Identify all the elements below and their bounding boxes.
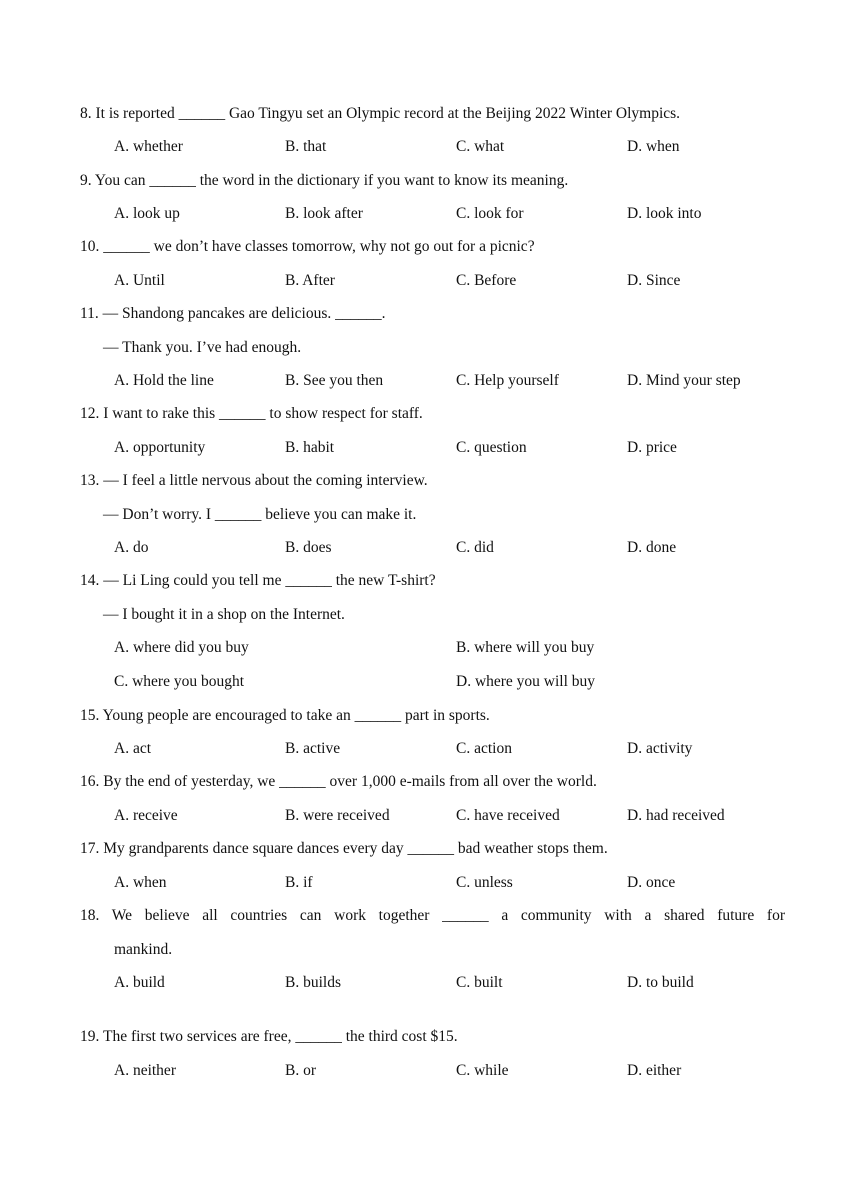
question-11-option-a: A. Hold the line (114, 372, 214, 389)
question-18-stem: 18. We believe all countries can work together ______ a community with a shared future for (80, 907, 785, 924)
question-18-option-c: C. built (456, 974, 503, 991)
question-11-reply: — Thank you. I’ve had enough. (103, 339, 302, 356)
question-18-option-b: B. builds (285, 974, 341, 991)
question-11-option-d: D. Mind your step (627, 372, 741, 389)
question-9-option-d: D. look into (627, 205, 702, 222)
question-13-reply: — Don’t worry. I ______ believe you can make it. (103, 506, 417, 523)
question-17-option-c: C. unless (456, 874, 513, 891)
question-12-option-a: A. opportunity (114, 439, 206, 456)
question-16-option-a: A. receive (114, 807, 178, 824)
question-11-option-c: C. Help yourself (456, 372, 559, 389)
question-12-option-c: C. question (456, 439, 527, 456)
question-9-stem: 9. You can ______ the word in the dictionary if you want to know its meaning. (80, 172, 569, 189)
question-19-option-b: B. or (285, 1062, 316, 1079)
question-12-stem: 12. I want to rake this ______ to show respect for staff. (80, 405, 423, 422)
question-13-option-b: B. does (285, 539, 332, 556)
question-8-option-a: A. whether (114, 138, 183, 155)
question-10-option-a: A. Until (114, 272, 165, 289)
question-10-option-b: B. After (285, 272, 335, 289)
question-14-option-c: C. where you bought (114, 673, 245, 690)
question-15-stem: 15. Young people are encouraged to take an ______ part in sports. (80, 707, 490, 724)
question-12-option-d: D. price (627, 439, 677, 456)
question-16-option-d: D. had received (627, 807, 725, 824)
question-13-option-c: C. did (456, 539, 494, 556)
question-8-option-d: D. when (627, 138, 680, 155)
question-17-option-d: D. once (627, 874, 676, 891)
question-17-option-a: A. when (114, 874, 167, 891)
question-13-option-d: D. done (627, 539, 677, 556)
question-14-reply: — I bought it in a shop on the Internet. (103, 606, 345, 623)
question-9-option-b: B. look after (285, 205, 363, 222)
question-15-option-c: C. action (456, 740, 512, 757)
question-8-option-b: B. that (285, 138, 327, 155)
question-9-option-c: C. look for (456, 205, 524, 222)
question-18-stem-continuation: mankind. (114, 941, 173, 958)
question-19-stem: 19. The first two services are free, ______ the third cost $15. (80, 1028, 458, 1045)
question-15-option-b: B. active (285, 740, 341, 757)
question-10-stem: 10. ______ we don’t have classes tomorrow, why not go out for a picnic? (80, 238, 535, 255)
question-17-stem: 17. My grandparents dance square dances every day ______ bad weather stops them. (80, 840, 608, 857)
question-8-stem: 8. It is reported ______ Gao Tingyu set an Olympic record at the Beijing 2022 Winter Olympics. (80, 105, 681, 122)
question-11-stem: 11. — Shandong pancakes are delicious. ______. (80, 305, 386, 322)
question-13-option-a: A. do (114, 539, 149, 556)
question-19-option-c: C. while (456, 1062, 509, 1079)
question-16-stem: 16. By the end of yesterday, we ______ over 1,000 e-mails from all over the world. (80, 773, 597, 790)
question-16-option-b: B. were received (285, 807, 390, 824)
question-10-option-d: D. Since (627, 272, 681, 289)
question-14-option-d: D. where you will buy (456, 673, 596, 690)
question-16-option-c: C. have received (456, 807, 560, 824)
question-18-option-d: D. to build (627, 974, 694, 991)
question-9-option-a: A. look up (114, 205, 180, 222)
question-11-option-b: B. See you then (285, 372, 384, 389)
question-14-stem: 14. — Li Ling could you tell me ______ the new T-shirt? (80, 572, 436, 589)
question-14-option-a: A. where did you buy (114, 639, 249, 656)
question-14-option-b: B. where will you buy (456, 639, 595, 656)
question-8-option-c: C. what (456, 138, 505, 155)
question-19-option-a: A. neither (114, 1062, 176, 1079)
question-18-option-a: A. build (114, 974, 165, 991)
question-19-option-d: D. either (627, 1062, 682, 1079)
question-17-option-b: B. if (285, 874, 313, 891)
question-12-option-b: B. habit (285, 439, 335, 456)
question-15-option-a: A. act (114, 740, 152, 757)
question-13-stem: 13. — I feel a little nervous about the coming interview. (80, 472, 428, 489)
question-10-option-c: C. Before (456, 272, 517, 289)
question-15-option-d: D. activity (627, 740, 693, 757)
